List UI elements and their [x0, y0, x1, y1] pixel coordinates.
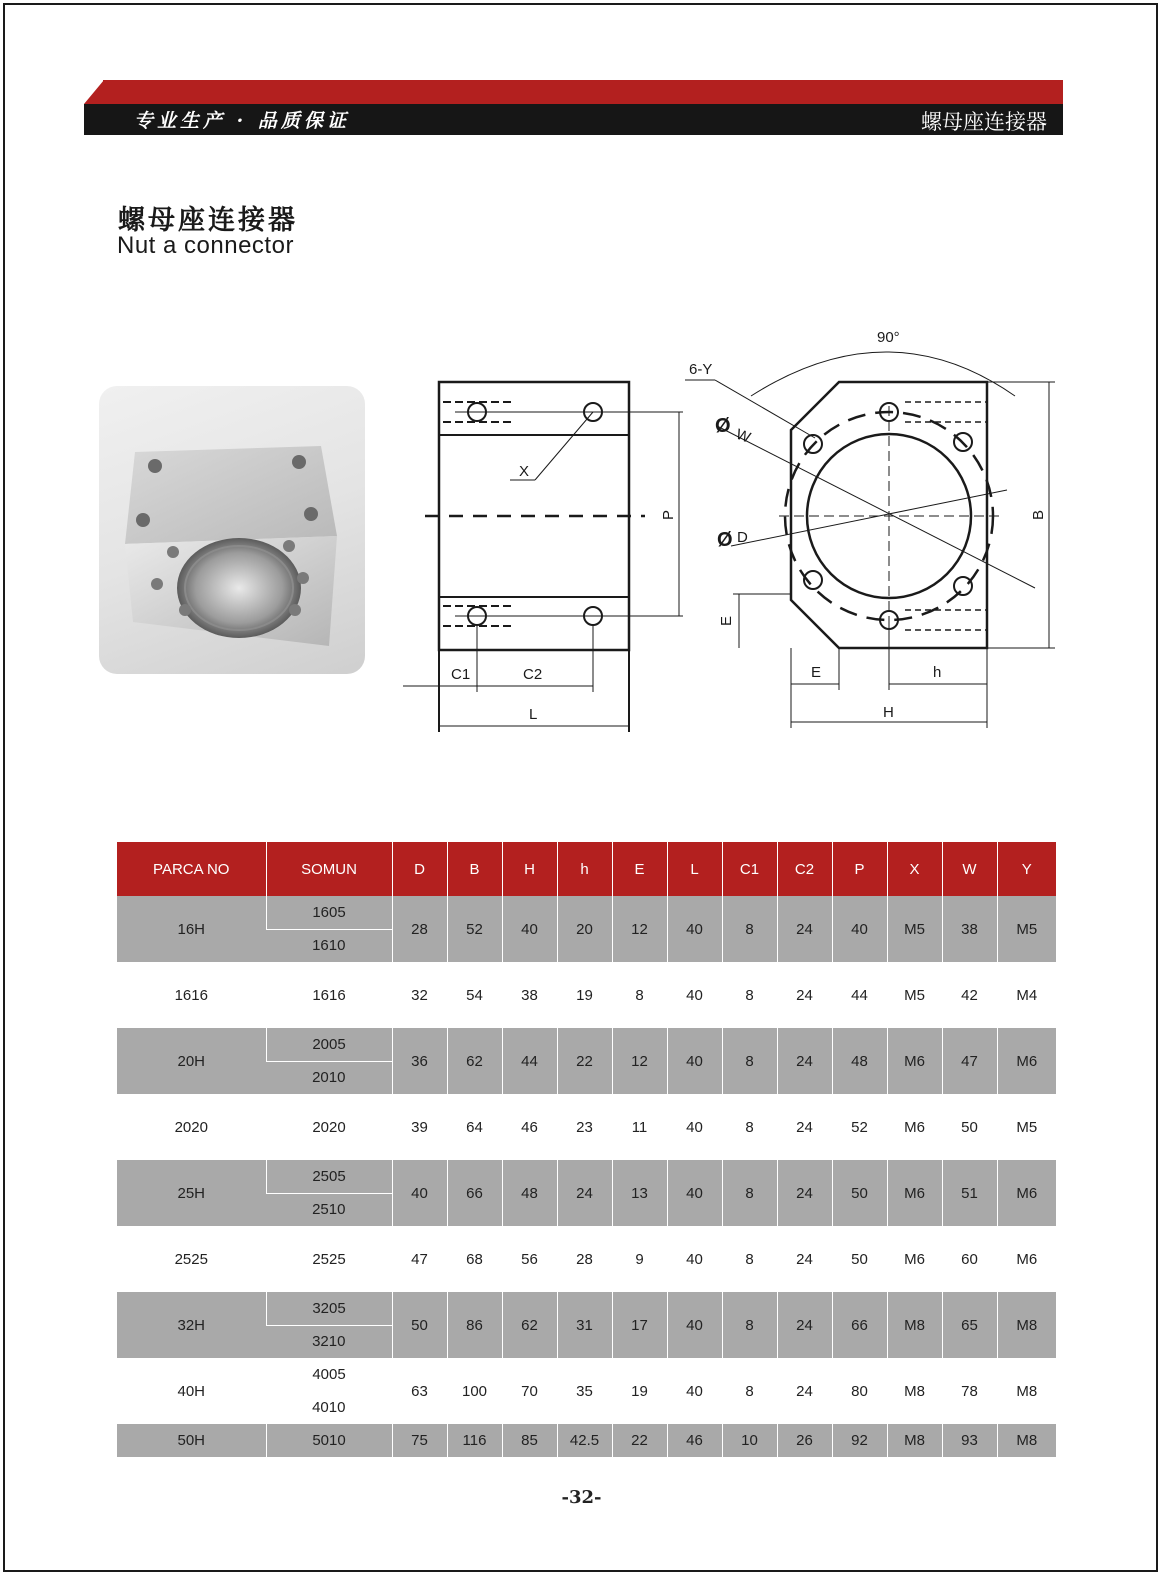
- value-cell: M8: [887, 1358, 942, 1424]
- nut-cell: 2010: [266, 1061, 392, 1094]
- value-cell: 65: [942, 1292, 997, 1358]
- value-cell: 39: [392, 1094, 447, 1160]
- label-d: D: [737, 529, 748, 546]
- value-cell: 8: [722, 1358, 777, 1424]
- value-cell: M6: [887, 1028, 942, 1094]
- value-cell: 85: [502, 1424, 557, 1457]
- part-number-cell: 40H: [117, 1358, 266, 1424]
- value-cell: 28: [392, 896, 447, 962]
- value-cell: 46: [667, 1424, 722, 1457]
- nut-cell: 1610: [266, 929, 392, 962]
- column-header: P: [832, 842, 887, 896]
- table-row: [117, 1226, 1056, 1292]
- value-cell: 60: [942, 1226, 997, 1292]
- column-header: H: [502, 842, 557, 896]
- nut-cell: 2005: [266, 1028, 392, 1061]
- label-b: B: [1030, 509, 1047, 520]
- value-cell: 40: [502, 896, 557, 962]
- value-cell: 40: [667, 896, 722, 962]
- spec-table: [117, 842, 1056, 1457]
- value-cell: 68: [447, 1226, 502, 1292]
- table-row: [117, 896, 1056, 929]
- nut-cell: 4010: [266, 1391, 392, 1424]
- value-cell: 40: [667, 962, 722, 1028]
- diameter-icon-w: Ø: [715, 415, 731, 437]
- value-cell: 40: [667, 1028, 722, 1094]
- value-cell: 36: [392, 1028, 447, 1094]
- value-cell: 56: [502, 1226, 557, 1292]
- header-red-tip: [84, 80, 104, 104]
- value-cell: 40: [832, 896, 887, 962]
- table-row: [117, 1292, 1056, 1325]
- value-cell: 92: [832, 1424, 887, 1457]
- value-cell: M5: [997, 1094, 1056, 1160]
- column-header: W: [942, 842, 997, 896]
- label-e-vertical: E: [718, 615, 735, 626]
- value-cell: 42.5: [557, 1424, 612, 1457]
- nut-cell: 4005: [266, 1358, 392, 1391]
- value-cell: M6: [997, 1028, 1056, 1094]
- value-cell: 48: [832, 1028, 887, 1094]
- nut-cell: 2505: [266, 1160, 392, 1193]
- value-cell: M6: [887, 1160, 942, 1226]
- value-cell: 47: [392, 1226, 447, 1292]
- value-cell: 93: [942, 1424, 997, 1457]
- value-cell: M4: [997, 962, 1056, 1028]
- column-header: D: [392, 842, 447, 896]
- value-cell: 26: [777, 1424, 832, 1457]
- column-header: SOMUN: [266, 842, 392, 896]
- column-header: h: [557, 842, 612, 896]
- value-cell: 8: [722, 1094, 777, 1160]
- column-header: C2: [777, 842, 832, 896]
- part-number-cell: 25H: [117, 1160, 266, 1226]
- value-cell: 32: [392, 962, 447, 1028]
- label-c1: C1: [451, 666, 471, 683]
- value-cell: 24: [777, 1028, 832, 1094]
- value-cell: 51: [942, 1160, 997, 1226]
- table-row: [117, 1358, 1056, 1391]
- value-cell: 40: [667, 1292, 722, 1358]
- value-cell: 22: [612, 1424, 667, 1457]
- value-cell: 75: [392, 1424, 447, 1457]
- value-cell: 62: [447, 1028, 502, 1094]
- value-cell: M6: [997, 1226, 1056, 1292]
- label-c2: C2: [523, 666, 543, 683]
- value-cell: 11: [612, 1094, 667, 1160]
- nut-cell: 1605: [266, 896, 392, 929]
- nut-cell: 3205: [266, 1292, 392, 1325]
- value-cell: 35: [557, 1358, 612, 1424]
- value-cell: 24: [777, 1292, 832, 1358]
- product-photo: [99, 386, 365, 674]
- value-cell: 40: [667, 1226, 722, 1292]
- nut-cell: 1616: [266, 962, 392, 1028]
- column-header: C1: [722, 842, 777, 896]
- diameter-icon-d: Ø: [717, 529, 733, 551]
- value-cell: 38: [502, 962, 557, 1028]
- value-cell: 24: [777, 896, 832, 962]
- value-cell: 62: [502, 1292, 557, 1358]
- nut-cell: 5010: [266, 1424, 392, 1457]
- value-cell: 8: [722, 1160, 777, 1226]
- part-number-cell: 1616: [117, 962, 266, 1028]
- value-cell: 17: [612, 1292, 667, 1358]
- label-h-small: h: [933, 664, 942, 681]
- value-cell: 12: [612, 896, 667, 962]
- value-cell: 24: [777, 1226, 832, 1292]
- label-x: X: [519, 463, 530, 480]
- value-cell: 63: [392, 1358, 447, 1424]
- table-row: [117, 962, 1056, 1028]
- column-header: B: [447, 842, 502, 896]
- table-row: [117, 1028, 1056, 1061]
- value-cell: 40: [667, 1358, 722, 1424]
- value-cell: M8: [887, 1292, 942, 1358]
- value-cell: 24: [777, 1094, 832, 1160]
- nut-cell: 2020: [266, 1094, 392, 1160]
- value-cell: 24: [777, 1160, 832, 1226]
- label-holes: 6-Y: [689, 361, 713, 378]
- value-cell: 38: [942, 896, 997, 962]
- value-cell: 22: [557, 1028, 612, 1094]
- value-cell: 9: [612, 1226, 667, 1292]
- part-number-cell: 2525: [117, 1226, 266, 1292]
- value-cell: 8: [722, 1226, 777, 1292]
- part-number-cell: 50H: [117, 1424, 266, 1457]
- value-cell: 19: [557, 962, 612, 1028]
- value-cell: 8: [722, 896, 777, 962]
- value-cell: M5: [887, 896, 942, 962]
- part-number-cell: 2020: [117, 1094, 266, 1160]
- value-cell: 78: [942, 1358, 997, 1424]
- page-title-chinese: 螺母座连接器: [118, 205, 298, 236]
- value-cell: M8: [997, 1358, 1056, 1424]
- value-cell: M6: [997, 1160, 1056, 1226]
- table-row: [117, 1094, 1056, 1160]
- value-cell: 100: [447, 1358, 502, 1424]
- value-cell: 52: [832, 1094, 887, 1160]
- label-p: P: [660, 509, 677, 520]
- value-cell: 44: [502, 1028, 557, 1094]
- value-cell: 70: [502, 1358, 557, 1424]
- value-cell: 66: [832, 1292, 887, 1358]
- value-cell: 8: [612, 962, 667, 1028]
- value-cell: 40: [392, 1160, 447, 1226]
- table-row: [117, 1160, 1056, 1193]
- column-header: PARCA NO: [117, 842, 266, 896]
- column-header: X: [887, 842, 942, 896]
- value-cell: 23: [557, 1094, 612, 1160]
- value-cell: 50: [392, 1292, 447, 1358]
- value-cell: 13: [612, 1160, 667, 1226]
- value-cell: 42: [942, 962, 997, 1028]
- value-cell: 86: [447, 1292, 502, 1358]
- column-header: L: [667, 842, 722, 896]
- header-slogan: 专业生产 · 品质保证: [134, 110, 350, 132]
- label-e-horizontal: E: [811, 664, 822, 681]
- value-cell: 80: [832, 1358, 887, 1424]
- table-row: [117, 1424, 1056, 1457]
- value-cell: 8: [722, 1028, 777, 1094]
- value-cell: 40: [667, 1094, 722, 1160]
- label-l: L: [529, 706, 538, 723]
- value-cell: M8: [997, 1292, 1056, 1358]
- value-cell: 116: [447, 1424, 502, 1457]
- value-cell: 24: [557, 1160, 612, 1226]
- value-cell: M8: [887, 1424, 942, 1457]
- value-cell: 47: [942, 1028, 997, 1094]
- label-h-big: H: [883, 704, 894, 721]
- label-w: W: [733, 425, 753, 447]
- value-cell: 12: [612, 1028, 667, 1094]
- value-cell: M6: [887, 1094, 942, 1160]
- nut-cell: 2525: [266, 1226, 392, 1292]
- header-red-band: [103, 80, 1063, 104]
- value-cell: 31: [557, 1292, 612, 1358]
- value-cell: 28: [557, 1226, 612, 1292]
- table-header-row: [117, 842, 1056, 896]
- value-cell: 40: [667, 1160, 722, 1226]
- value-cell: 20: [557, 896, 612, 962]
- value-cell: 44: [832, 962, 887, 1028]
- value-cell: 8: [722, 1292, 777, 1358]
- label-angle: 90°: [877, 329, 900, 346]
- value-cell: 48: [502, 1160, 557, 1226]
- value-cell: 10: [722, 1424, 777, 1457]
- part-number-cell: 16H: [117, 896, 266, 962]
- header-section-title: 螺母座连接器: [921, 111, 1047, 134]
- value-cell: 52: [447, 896, 502, 962]
- value-cell: 54: [447, 962, 502, 1028]
- value-cell: 50: [832, 1160, 887, 1226]
- value-cell: M5: [887, 962, 942, 1028]
- value-cell: M8: [997, 1424, 1056, 1457]
- page-number: -32-: [561, 1487, 602, 1508]
- value-cell: 50: [832, 1226, 887, 1292]
- value-cell: 24: [777, 962, 832, 1028]
- value-cell: 66: [447, 1160, 502, 1226]
- value-cell: 50: [942, 1094, 997, 1160]
- nut-cell: 3210: [266, 1325, 392, 1358]
- value-cell: 19: [612, 1358, 667, 1424]
- part-number-cell: 20H: [117, 1028, 266, 1094]
- value-cell: 24: [777, 1358, 832, 1424]
- page-title-english: Nut a connector: [117, 232, 294, 259]
- technical-drawing: [395, 320, 1075, 740]
- value-cell: M5: [997, 896, 1056, 962]
- value-cell: M6: [887, 1226, 942, 1292]
- column-header: Y: [997, 842, 1056, 896]
- value-cell: 8: [722, 962, 777, 1028]
- value-cell: 46: [502, 1094, 557, 1160]
- part-number-cell: 32H: [117, 1292, 266, 1358]
- nut-cell: 2510: [266, 1193, 392, 1226]
- column-header: E: [612, 842, 667, 896]
- value-cell: 64: [447, 1094, 502, 1160]
